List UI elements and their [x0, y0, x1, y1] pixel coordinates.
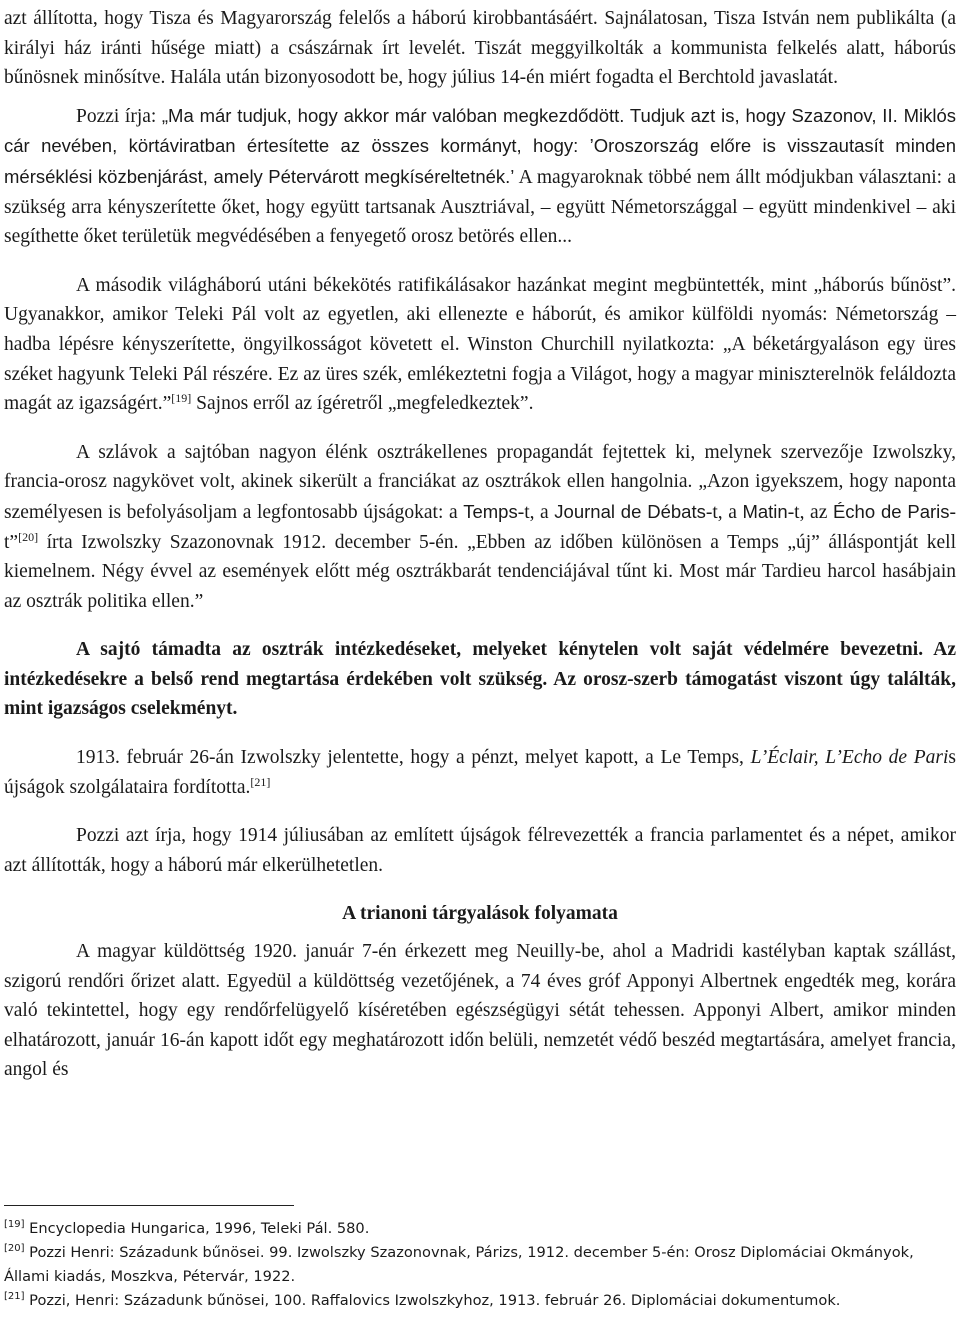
- footnote-21: [21] Pozzi, Henri: Századunk bűnösei, 100. Raffalovics Izwolszkyhoz, 1913. február 26. Diplomáciai dokumentumok.: [4, 1291, 841, 1309]
- paragraph-slav-press: A szlávok a sajtóban nagyon élénk osztrákellenes propagandát fejtettek ki, melynek szervezője Izwolszky, francia-orosz nagykövet volt, akinek sikerült a franciákat az osztrákok ellen hangolnia. „Azon igyekszem, hogy naponta személyesen is befolyásoljam a legfontosabb újságokat: a Temps-t, a Journal de Débats-t, a Matin-t, az Écho de Paris-t”[20] írta Izwolszky Szazonovnak 1912. december 5-én. „Ebben az időben különösen a Temps „új” álláspontját kell kiemelnem. Négy évvel az események előtt még osztrákbarát tendenciájával tűnt ki. Most már Tardieu harcol hasábjain az osztrák politika ellen.”: [4, 441, 957, 612]
- newspaper-names: L’Éclair, L’Echo de Pari: [750, 747, 949, 769]
- quote-text: „Ma már tudjuk, hogy akkor már valóban megkezdődött. Tudjuk azt is, hogy Szazonov, II. Miklós cár nevében, körtáviratban értesítette az összes kormányt, hogy: ’Oroszország előre is visszautasít minden mérséklési közbenjárást, amely Pétervárott megkíséreltetnék.’: [4, 104, 956, 187]
- footnote-ref-21[interactable]: [21]: [250, 774, 271, 789]
- paragraph-delegation: A magyar küldöttség 1920. január 7-én érkezett meg Neuilly-be, ahol a Madridi kastélyban kaptak szállást, szigorú rendőri őrizet alatt. Egyedül a küldöttség vezetőjének, a 74 éves gróf Apponyi Albertnek engedték meg, korára való tekintettel, hogy egy rendőrfelügyelő kíséretében egészségügyi sétát tehessen. Apponyi Albert, amikor minden elhatározott, január 16-án kapott időt egy meghatározott időn belüli, nemzetét védő beszéd megtartására, amelyet francia, angol és: [4, 941, 956, 1081]
- footnote-ref-20[interactable]: [20]: [18, 529, 39, 544]
- newspaper-echo: Écho de Paris: [832, 500, 950, 522]
- paragraph-tisza: azt állította, hogy Tisza és Magyarország felelős a háború kirobbantásáért. Sajnálatosan, Tisza István nem publikálta (a királyi ház iránti hűsége miatt) a császárnak írt levelét. Tiszát meggyilkolták a kommunista felkelés alatt, háborús bűnösnek minősítve. Halála után bizonyosodott be, hogy július 14-én miért fogadta el Berchtold javaslatát.: [4, 8, 956, 89]
- paragraph-second-world-war: A második világháború utáni békekötés ratifikálásakor hazánkat megint megbüntették, mint „háborús bűnöst”. Ugyanakkor, amikor Teleki Pál volt az egyetlen, aki ellenezte e háborút, és amikor külföldi nyomás: Németország – hadba lépésre kényszerítette, öngyilkosságot követett el. Winston Churchill nyilatkozta: „A béketárgyaláson egy üres széket hagyunk Teleki Pál részére. Ez az üres szék, emlékeztetni fogja a Világot, hogy a magyar miniszterelnök feláldozta magát az igazságért.”[19] Sajnos erről az ígéretről „megfeledkeztek”.: [4, 274, 956, 415]
- footnotes: [4, 1217, 956, 1313]
- footnote-20: [20] Pozzi Henri: Századunk bűnösei. 99. Izwolszky Szazonovnak, Párizs, 1912. december 5-én: Orosz Diplomáciai Okmányok, Állami kiadás, Moszkva, Pétervár, 1922.: [4, 1243, 914, 1285]
- paragraph-press-attack: A sajtó támadta az osztrák intézkedéseket, melyeket kénytelen volt saját védelmére bevezetni. Az intézkedésekre a belső rend megtartása érdekében volt szükség. Az orosz-szerb támogatást viszont úgy találták, mint igazságos cselekményt.: [4, 639, 956, 720]
- paragraph-pozzi-quote: Pozzi írja: „Ma már tudjuk, hogy akkor már valóban megkezdődött. Tudjuk azt is, hogy Szazonov, II. Miklós cár nevében, körtáviratban értesítette az összes kormányt, hogy: ’Oroszország előre is visszautasít minden mérséklési közbenjárást, amely Pétervárott megkíséreltetnék.’ A magyaroknak többé nem állt módjukban választani: a szükség arra kényszerítette őket, hogy együtt tartsanak Ausztriával, – együtt Németországgal – együtt mindenkivel – aki segíthette őket területük megvédésében a fenyegető orosz betörés ellen...: [4, 104, 956, 248]
- newspaper-journal: Journal de Débats: [554, 500, 706, 522]
- newspaper-temps: Temps: [463, 500, 518, 522]
- section-heading: A trianoni tárgyalások folyamata: [342, 903, 618, 925]
- footnote-ref-19[interactable]: [19]: [171, 391, 192, 406]
- footnote-19: [19] Encyclopedia Hungarica, 1996, Teleki Pál. 580.: [4, 1219, 370, 1237]
- paragraph-1913: 1913. február 26-án Izwolszky jelentette, hogy a pénzt, melyet kapott, a Le Temps, L’Éclair, L’Echo de Paris újságok szolgálataira fordította.[21]: [4, 747, 956, 798]
- paragraph-1914: Pozzi azt írja, hogy 1914 júliusában az említett újságok félrevezették a francia parlamentet és a népet, amikor azt állították, hogy a háború már elkerülhetetlen.: [4, 825, 956, 876]
- main-text: [4, 4, 956, 1085]
- footnote-divider: [4, 1205, 294, 1206]
- newspaper-matin: Matin: [742, 500, 788, 522]
